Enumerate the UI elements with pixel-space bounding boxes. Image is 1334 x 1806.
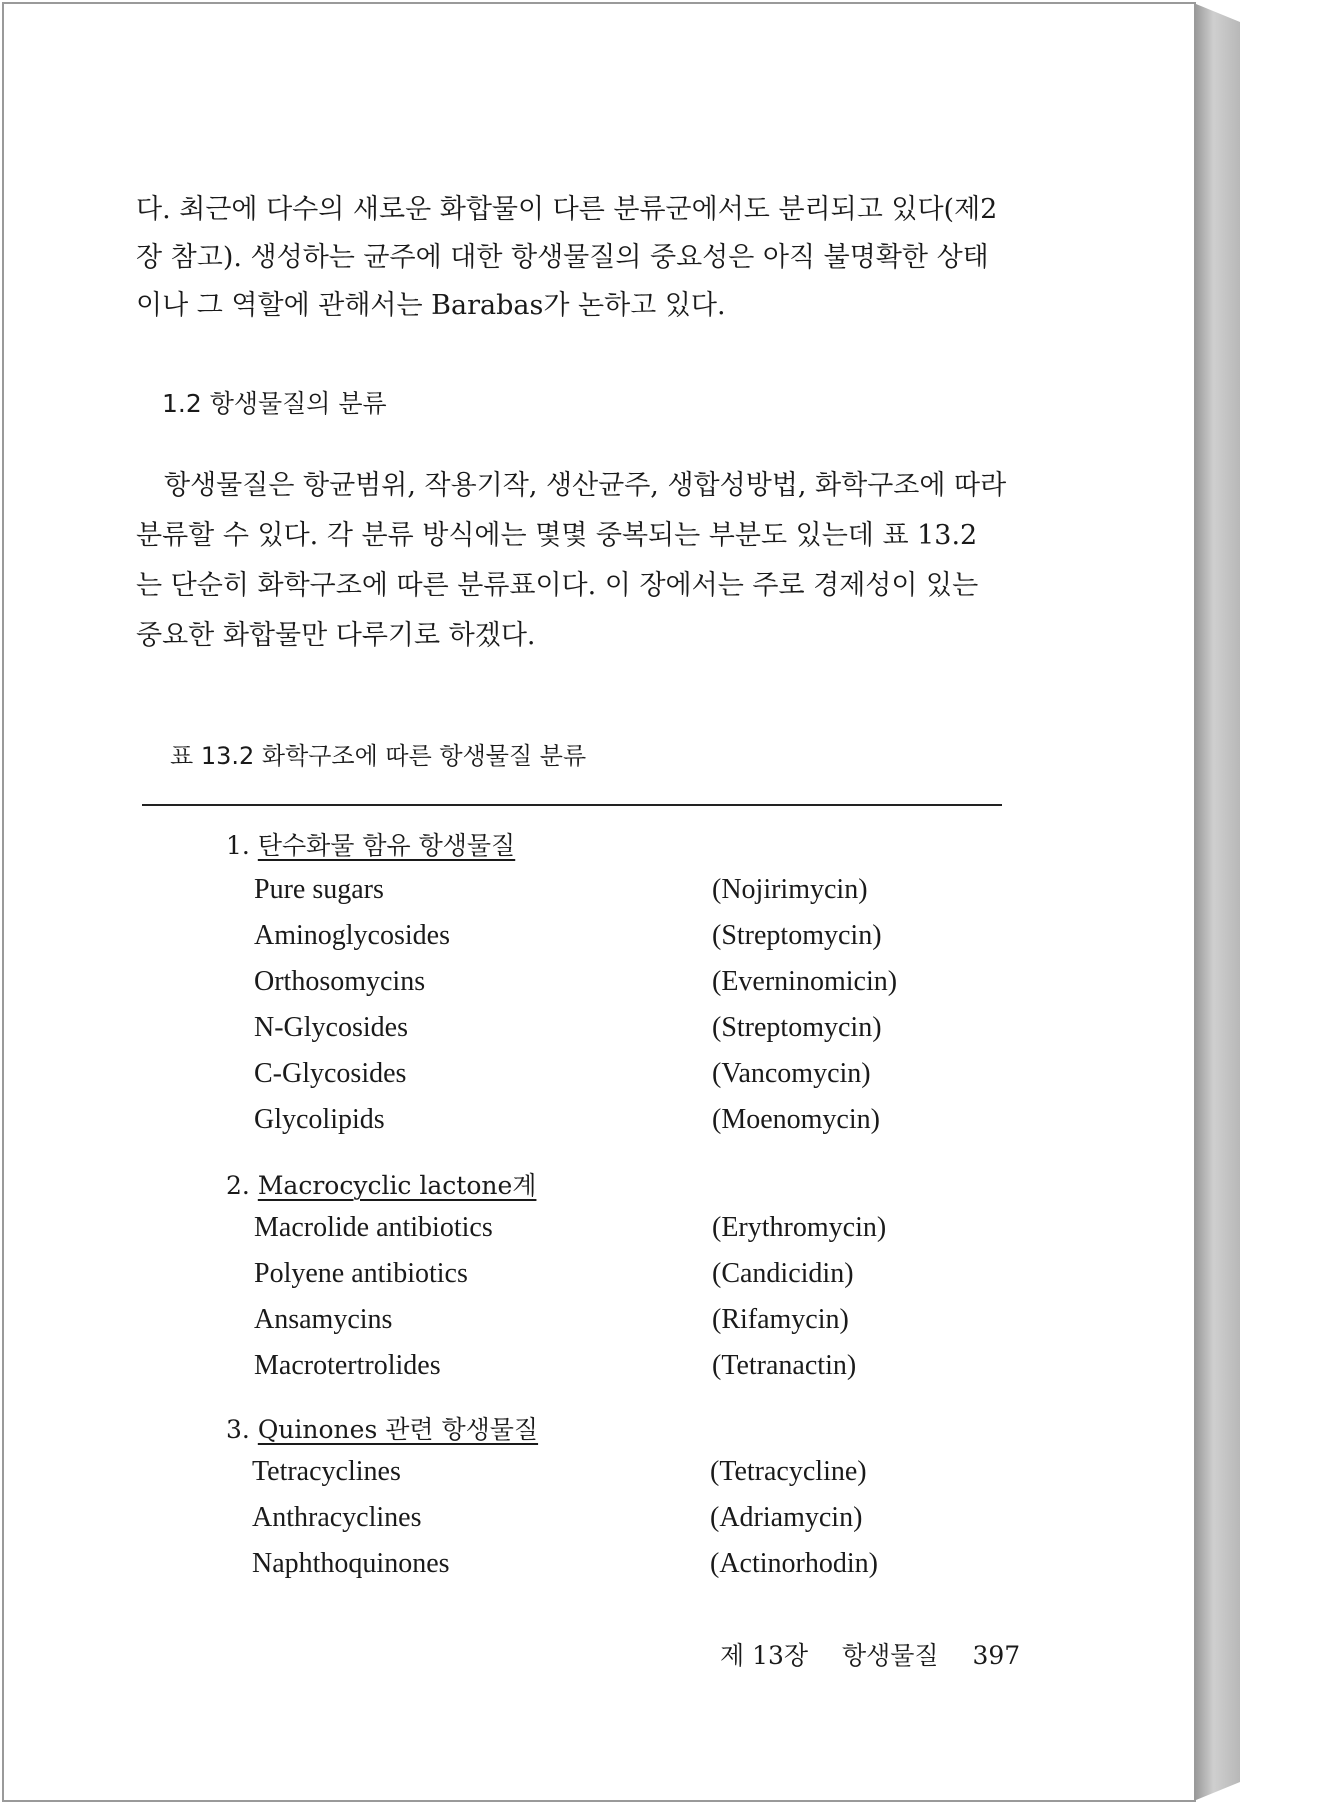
entry-example: (Actinorhodin) [710, 1548, 878, 1579]
category-title: Macrocyclic lactone계 [257, 1171, 537, 1200]
paragraph-2-line-1: 항생물질은 항균범위, 작용기작, 생산균주, 생합성방법, 화학구조에 따라 [164, 470, 1007, 501]
entry-example: (Vancomycin) [712, 1058, 871, 1089]
category-2-heading [226, 1166, 536, 1202]
paragraph-2-line-2: 분류할 수 있다. 각 분류 방식에는 몇몇 중복되는 부분도 있는데 표 13.2 [136, 520, 978, 551]
paragraph-2-line-3: 는 단순히 화학구조에 따른 분류표이다. 이 장에서는 주로 경제성이 있는 [136, 570, 979, 601]
entry-name: N-Glycosides [254, 1012, 408, 1043]
page [2, 2, 1196, 1802]
running-footer [720, 1636, 1020, 1672]
entry-example: (Tetranactin) [712, 1350, 857, 1381]
entry-name: Naphthoquinones [252, 1548, 450, 1579]
entry-name: Aminoglycosides [254, 920, 450, 951]
entry-name: Pure sugars [254, 874, 384, 905]
footer-title: 항생물질 [841, 1641, 939, 1670]
entry-example: (Tetracycline) [710, 1456, 867, 1487]
category-number: 3. [226, 1415, 250, 1444]
page-edge-shadow [1196, 4, 1240, 1800]
entry-example: (Streptomycin) [712, 920, 882, 951]
entry-example: (Erythromycin) [712, 1212, 887, 1243]
entry-example: (Candicidin) [712, 1258, 854, 1289]
entry-example: (Everninomicin) [712, 966, 898, 997]
category-title: 탄수화물 함유 항생물질 [257, 831, 516, 860]
entry-name: Glycolipids [254, 1104, 385, 1135]
paragraph-1-line-1: 다. 최근에 다수의 새로운 화합물이 다른 분류군에서도 분리되고 있다(제2 [136, 194, 998, 225]
category-title: Quinones 관련 항생물질 [257, 1415, 539, 1444]
entry-example: (Rifamycin) [712, 1304, 849, 1335]
section-heading: 1.2 항생물질의 분류 [162, 389, 387, 418]
entry-name: Orthosomycins [254, 966, 426, 997]
paragraph-1-line-3: 이나 그 역할에 관해서는 Barabas가 논하고 있다. [136, 290, 726, 321]
page-number: 397 [972, 1641, 1021, 1670]
entry-name: Macrotertrolides [254, 1350, 441, 1381]
category-1-heading [226, 826, 515, 862]
category-number: 2. [226, 1171, 250, 1200]
entry-name: Tetracyclines [252, 1456, 401, 1487]
entry-example: (Adriamycin) [710, 1502, 863, 1533]
category-3-heading [226, 1410, 538, 1446]
entry-name: Polyene antibiotics [254, 1258, 468, 1289]
category-number: 1. [226, 831, 250, 860]
entry-example: (Nojirimycin) [712, 874, 868, 905]
entry-name: Anthracyclines [252, 1502, 422, 1533]
entry-example: (Moenomycin) [712, 1104, 880, 1135]
entry-name: Ansamycins [254, 1304, 393, 1335]
entry-name: Macrolide antibiotics [254, 1212, 493, 1243]
paragraph-2-line-4: 중요한 화합물만 다루기로 하겠다. [136, 620, 536, 651]
table-caption: 표 13.2 화학구조에 따른 항생물질 분류 [170, 742, 587, 770]
table-top-rule [142, 804, 1002, 806]
footer-chapter: 제 13장 [720, 1641, 809, 1670]
entry-name: C-Glycosides [254, 1058, 407, 1089]
paragraph-1-line-2: 장 참고). 생성하는 균주에 대한 항생물질의 중요성은 아직 불명확한 상태 [136, 242, 989, 273]
entry-example: (Streptomycin) [712, 1012, 882, 1043]
